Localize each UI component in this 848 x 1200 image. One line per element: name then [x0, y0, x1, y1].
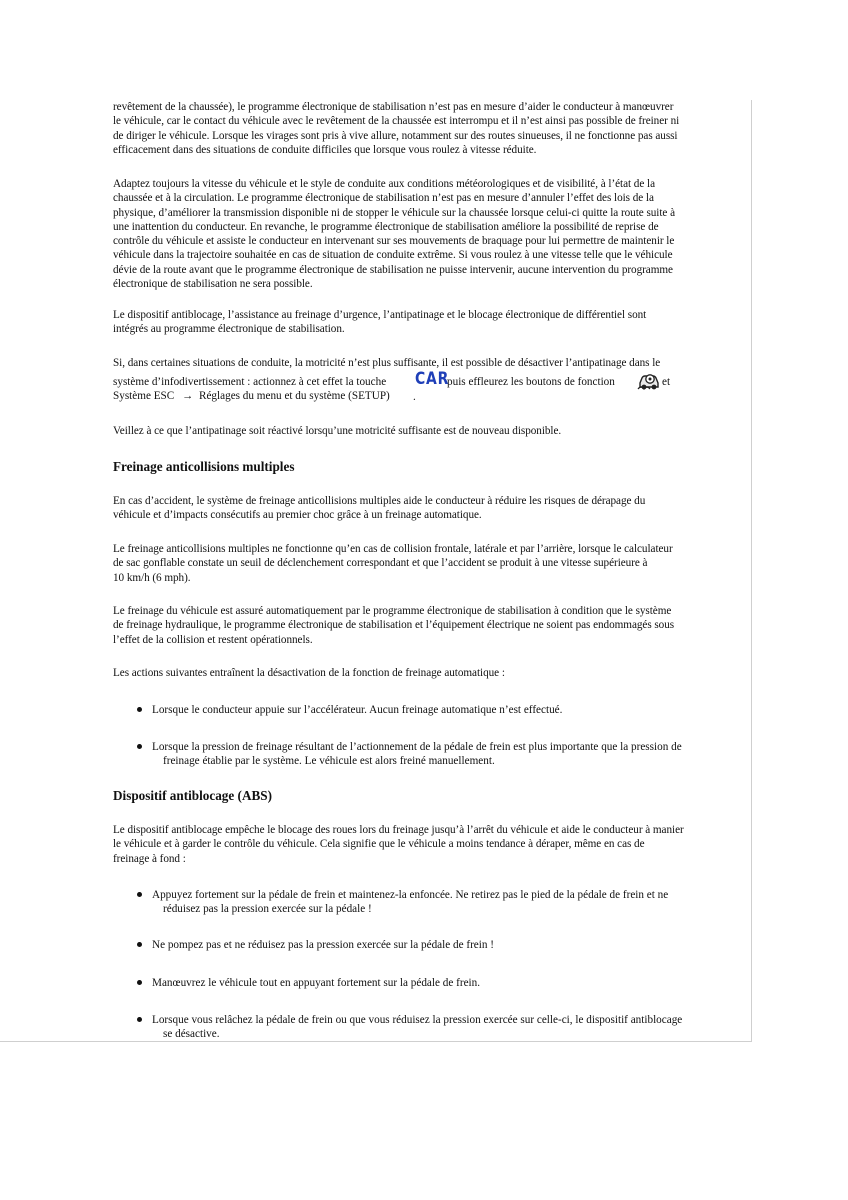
text-line: Ne pompez pas et ne réduisez pas la pression exercée sur la pédale de frein ! [152, 939, 494, 951]
text-line: le véhicule et à garder le contrôle du véhicule. Cela signifie que le véhicule a moins tendance à déraper, même en cas de [113, 838, 645, 851]
car-button-icon: CAR [415, 369, 450, 389]
text-line: se désactive. [163, 1028, 220, 1041]
paragraph-automatic-braking [113, 604, 727, 647]
heading-multi-collision-brake: Freinage anticollisions multiples [113, 459, 295, 474]
bullet-icon [137, 744, 142, 749]
text-line: de sac gonflable constate un seuil de déclenchement correspondant et que l’accident se produit à une vitesse supérieure à [113, 557, 648, 570]
text-line: Manœuvrez le véhicule tout en appuyant fortement sur la pédale de frein. [152, 977, 481, 989]
text-line: Si, dans certaines situations de conduite, la motricité n’est plus suffisante, il est possible de désactiver l’antipatinage dans le [113, 357, 661, 369]
text-line: Les actions suivantes entraînent la désactivation de la fonction de freinage automatique : [113, 667, 505, 679]
text-line: de freinage hydraulique, le programme électronique de stabilisation et l’équipement électrique ne soient pas endommagés sous [113, 619, 675, 632]
text-line: Réglages du menu et du système (SETUP) [199, 390, 390, 402]
text-line: Appuyez fortement sur la pédale de frein et maintenez-la enfoncée. Ne retirez pas le pied de la pédale de frein et ne [152, 889, 669, 901]
heading-abs: Dispositif antiblocage (ABS) [113, 788, 272, 803]
text-line: Lorsque le conducteur appuie sur l’accélérateur. Aucun freinage automatique n’est effectué. [152, 704, 563, 716]
text-line: En cas d’accident, le système de freinage anticollisions multiples aide le conducteur à réduire les risques de dérapage du [113, 495, 646, 507]
text-line: Le dispositif antiblocage empêche le blocage des roues lors du freinage jusqu’à l’arrêt du véhicule et aide le conducteur à manier [113, 824, 684, 836]
text-line: Veillez à ce que l’antipatinage soit réactivé lorsqu’une motricité suffisante est de nouveau disponible. [113, 425, 562, 437]
paragraph-multi-collision-conditions [113, 542, 727, 585]
text-line: puis effleurez les boutons de fonction [447, 376, 615, 388]
bullet-icon [137, 892, 142, 897]
text-line: Adaptez toujours la vitesse du véhicule et le style de conduite aux conditions météorologiques et de visibilité, à l’état de la [113, 178, 655, 190]
paragraph-esc-limits [113, 100, 727, 157]
text-line: 10 km/h (6 mph). [113, 571, 191, 584]
text-line: dévie de la route avant que le programme électronique de stabilisation ne puisse intervenir, aucune intervention du programme [113, 263, 673, 276]
text-line: . [413, 391, 416, 403]
bullet-icon [137, 1017, 142, 1022]
paragraph-deactivation-actions [113, 666, 727, 680]
text-line: revêtement de la chaussée), le programme électronique de stabilisation n’est pas en mesure d’aider le conducteur à manœuvrer [113, 101, 674, 113]
text-line: freinage établie par le système. Le véhicule est alors freiné manuellement. [163, 755, 495, 768]
system-settings-car-icon [636, 371, 662, 391]
text-line: Système ESC [113, 390, 175, 402]
text-line: intégrés au programme électronique de stabilisation. [113, 323, 345, 336]
text-line: Lorsque vous relâchez la pédale de frein ou que vous réduisez la pression exercée sur celle-ci, le dispositif antiblocage [152, 1014, 683, 1026]
text-line: et [662, 376, 671, 388]
page-border-right [751, 100, 752, 1042]
text-line: réduisez pas la pression exercée sur la pédale ! [163, 903, 372, 916]
text-line: électronique de stabilisation ne sera possible. [113, 278, 313, 291]
bullet-icon [137, 942, 142, 947]
text-line: freinage à fond : [113, 852, 186, 865]
text-line: une inattention du conducteur. En revanche, le programme électronique de stabilisation améliore la possibilité de reprise de [113, 220, 659, 233]
text-line: véhicule et d’impacts consécutifs au premier choc grâce à un freinage automatique. [113, 509, 482, 522]
paragraph-integrated-systems [113, 308, 727, 337]
text-line: le véhicule, car le contact du véhicule avec le revêtement de la chaussée est interrompu et il n’est ainsi pas possible de freiner ni [113, 115, 680, 128]
text-line: Le dispositif antiblocage, l’assistance au freinage d’urgence, l’antipatinage et le blocage électronique de différentiel sont [113, 309, 647, 321]
paragraph-adapt-speed [113, 177, 727, 291]
paragraph-reactivate-asr [113, 424, 727, 438]
text-line: efficacement dans des situations de conduite difficiles que lorsque vous roulez à vitesse réduite. [113, 143, 537, 156]
paragraph-multi-collision-intro [113, 494, 727, 523]
text-line: de diriger le véhicule. Lorsque les virages sont pris à vive allure, notamment sur des routes sinueuses, il ne fonctionne pas aussi [113, 129, 678, 142]
text-line: chaussée et à la circulation. Le programme électronique de stabilisation n’est pas en mesure d’annuler l’effet des lois de la [113, 192, 654, 205]
bullet-icon [137, 707, 142, 712]
arrow-symbol: → [182, 390, 194, 402]
text-line: Le freinage du véhicule est assuré automatiquement par le programme électronique de stabilisation à condition que le système [113, 605, 672, 617]
text-line: Lorsque la pression de freinage résultant de l’actionnement de la pédale de frein est plus importante que la pression de [152, 741, 682, 753]
text-line: l’effet de la collision et restent opérationnels. [113, 633, 313, 646]
bullet-icon [137, 980, 142, 985]
text-line: véhicule dans la trajectoire souhaitée en cas de situation de conduite extrême. Si vous roulez à une vitesse telle que le véhicule [113, 249, 673, 262]
text-line: système d’infodivertissement : actionnez à cet effet la touche [113, 376, 387, 388]
text-line: contrôle du véhicule et assiste le conducteur en intervenant sur ses mouvements de braquage pour lui permettre de maintenir le [113, 235, 675, 248]
text-line: physique, d’améliorer la transmission disponible ni de stopper le véhicule sur la chaussée lorsque celui-ci quitte la route suite à [113, 206, 675, 219]
paragraph-abs-intro [113, 823, 727, 866]
text-line: Le freinage anticollisions multiples ne fonctionne qu’en cas de collision frontale, latérale et par l’arrière, lorsque le calculateur [113, 543, 673, 555]
